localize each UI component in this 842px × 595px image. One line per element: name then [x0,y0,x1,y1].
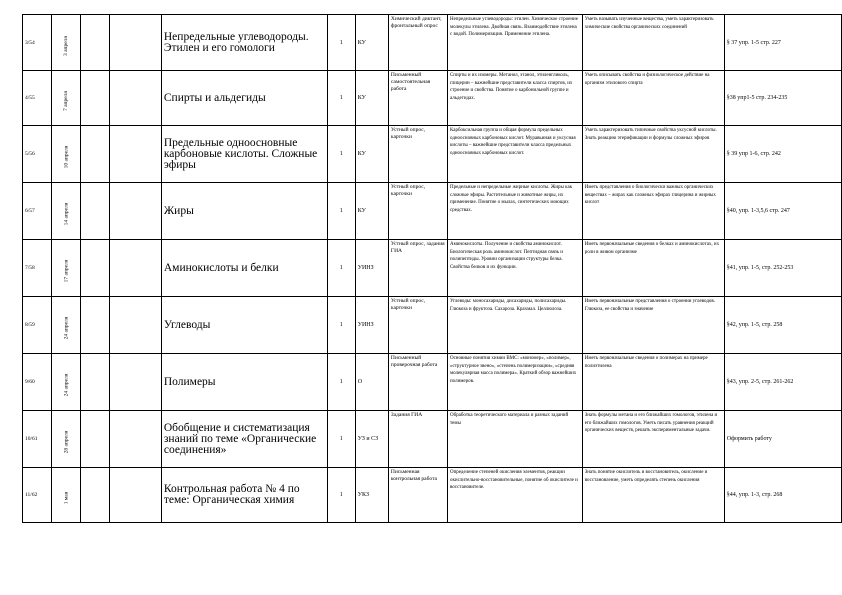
lesson-date [52,354,81,411]
lesson-topic-text: Спирты и альдегиды [163,91,266,104]
requirements [582,71,724,126]
lesson-content-text: Спирты и их изомеры. Метанол, этанол, этиленгликоль, глицерин – важнейшие представители класса спиртов, их строение и свойства. Понятие о карбонильной группе и альдегидах. [449,73,573,101]
lesson-type-text: УИНЗ [357,265,374,271]
lesson-hours [327,183,355,240]
lesson-number-text: 9/60 [25,379,35,385]
lesson-content [447,126,582,183]
requirements-text: Иметь первоначальные представления о строении углеводов. Глюкоза, ее свойства и значение [584,299,716,312]
lesson-topic [161,71,327,126]
homework-text: §38 упр1-5 стр. 234-235 [726,95,788,101]
lesson-number-text: 11/62 [25,492,38,498]
lesson-date [52,240,81,297]
control-form [388,468,447,523]
control-form-text: Письменная контрольная работа [390,469,437,482]
lesson-number [23,354,52,411]
control-form-text: Устный опрос, карточки [390,298,426,311]
homework-text: Оформить работу [726,436,772,442]
lesson-hours-text: 1 [339,95,343,101]
lesson-content-text: Непредельные углеводороды: этилен. Химическое строение молекулы этилена. Двойная связь. Взаимодействие этилена с водой. Полимеризация. Применение этилена. [449,17,578,38]
lesson-date [52,297,81,354]
lesson-hours [327,411,355,468]
control-form [388,71,447,126]
empty-cell [110,240,162,297]
control-form-text: Устный опрос, задания ГИА [390,241,445,254]
lesson-topic [161,240,327,297]
empty-cell [110,297,162,354]
lesson-date-text: 10 апреля [63,145,70,169]
requirements-text: Знать формулы метана и его ближайших гомологов, этилена и его ближайших гомологов. Уметь писать уравнения реакций органических веществ, решать экспериментальные задачи. [584,413,718,434]
homework-text: § 39 упр 1-6, стр. 242 [726,151,781,157]
requirements [582,411,724,468]
homework-text: §41, упр. 1-5, стр. 252-253 [726,265,794,271]
lesson-date-text: 14 апреля [63,202,70,226]
table-row [23,126,842,183]
requirements [582,240,724,297]
empty-cell [110,411,162,468]
control-form [388,240,447,297]
requirements-text: Уметь характеризовать типичные свойства уксусной кислоты. Знать реакцию этерификации и формулы сложных эфиров [584,128,717,141]
homework [724,15,841,71]
lesson-type-text: КУ [357,151,366,157]
empty-cell [110,71,162,126]
lesson-type-text: КУ [357,39,366,46]
lesson-hours-text: 1 [339,322,343,328]
lesson-content-text: Определение степеней окисления элементов, реакции окислительно-восстановительные, понятие об окислителе и восстановителе. [449,470,578,491]
lesson-hours [327,126,355,183]
lesson-content [447,411,582,468]
homework [724,126,841,183]
lesson-number-text: 4/55 [25,95,35,101]
lesson-topic-text: Непредельные углеводороды. Этилен и его гомологи [163,30,309,54]
lesson-number [23,240,52,297]
requirements-text: Уметь описывать свойства и физиологическое действие на организм этилового спирта [584,73,710,86]
lesson-content-text: Карбоксильная группа и общая формула предельных одноосновных карбоновых кислот. Муравьиная и уксусная кислоты – важнейшие представители класса предельных одноосновных карбоновых кислот. [449,128,576,156]
homework-text: §43, упр. 2-5, стр. 261-262 [726,379,794,385]
table-row [23,411,842,468]
control-form-text: Устный опрос, карточки [390,184,426,197]
lesson-date-text: 7 апреля [63,91,70,111]
homework-text: §44, упр. 1-3, стр. 268 [726,492,783,498]
table-row [23,354,842,411]
lesson-date [52,468,81,523]
lesson-number [23,183,52,240]
requirements-text: Иметь первоначальные сведения о белках и аминокислотах, их роли в живом организме [584,242,720,255]
lesson-content-text: Предельные и непредельные жирные кислоты. Жиры как сложные эфиры. Растительные и животные жиры, их применение. Понятие о мылах, синтетических моющих средствах. [449,185,573,213]
empty-cell [110,15,162,71]
control-form-text: Устный опрос, карточки [390,127,426,140]
requirements [582,15,724,71]
lesson-type-text: О [357,379,363,385]
lesson-topic-text: Предельные одноосновные карбоновые кислоты. Сложные эфиры [163,136,318,171]
lesson-number [23,15,52,71]
requirements [582,183,724,240]
lesson-hours [327,297,355,354]
lesson-content-text: Аминокислоты. Получение и свойства аминокислот. Биологическая роль аминокислот. Пептидная связь и полипептиды. Уровни организации структуры белка. Свойства белков и их функции. [449,242,563,270]
empty-cell [81,240,110,297]
lesson-date-text: 24 апреля [63,316,70,340]
lesson-topic [161,354,327,411]
lesson-topic-text: Аминокислоты и белки [163,261,279,274]
lesson-number [23,71,52,126]
lesson-type-text: УЗ и СЗ [357,436,379,442]
homework [724,183,841,240]
lesson-number-text: 6/57 [25,208,35,214]
empty-cell [81,183,110,240]
lesson-type [355,15,388,71]
lesson-type [355,240,388,297]
lesson-plan-body [23,15,842,523]
empty-cell [110,183,162,240]
lesson-number [23,297,52,354]
lesson-content [447,297,582,354]
requirements-text: Иметь первоначальные сведения о полимерах на примере полиэтилена [584,356,708,369]
lesson-type [355,126,388,183]
lesson-number [23,126,52,183]
lesson-content [447,15,582,71]
lesson-hours-text: 1 [339,39,343,46]
lesson-number [23,411,52,468]
homework [724,411,841,468]
control-form [388,15,447,71]
lesson-content [447,468,582,523]
control-form-text: Химический диктант, фронтальный опрос [390,16,442,29]
empty-cell [81,468,110,523]
lesson-type [355,71,388,126]
control-form-text: Письменный самостоятельная работа [390,72,431,92]
lesson-type [355,297,388,354]
lesson-topic-text: Жиры [163,204,194,217]
lesson-date [52,183,81,240]
lesson-content-text: Углеводы: моносахариды, дисахариды, полисахариды. Глюкоза и фруктоза. Сахароза. Крахмал. Целлюлоза. [449,299,567,312]
homework-text: §42, упр. 1-5, стр. 258 [726,322,783,328]
requirements-text: Уметь называть изученные вещества, уметь характеризовать химические свойства органических соединений [584,17,714,30]
lesson-hours-text: 1 [339,265,343,271]
lesson-type [355,411,388,468]
lesson-topic [161,468,327,523]
lesson-hours-text: 1 [339,492,343,498]
requirements [582,468,724,523]
requirements [582,297,724,354]
lesson-date-text: 28 апреля [63,430,70,454]
lesson-content [447,71,582,126]
homework [724,71,841,126]
homework [724,354,841,411]
lesson-type-text: УИНЗ [357,322,374,328]
requirements-text: Знать понятие окислитель и восстановитель, окисление и восстановление, уметь определять степень окисления [584,470,708,483]
lesson-number [23,468,52,523]
lesson-hours [327,240,355,297]
lesson-content [447,240,582,297]
lesson-content [447,183,582,240]
lesson-topic-text: Контрольная работа № 4 по теме: Органическая химия [163,483,300,506]
control-form [388,354,447,411]
empty-cell [110,468,162,523]
table-row [23,71,842,126]
lesson-hours-text: 1 [339,151,343,157]
empty-cell [81,15,110,71]
homework-text: § 37 упр. 1-5 стр. 227 [726,39,781,46]
empty-cell [81,411,110,468]
lesson-number-text: 8/59 [25,322,35,328]
table-row [23,183,842,240]
lesson-hours [327,468,355,523]
lesson-number-text: 3/54 [25,39,35,46]
lesson-type-text: УКЗ [357,492,369,498]
lesson-date-text: 3 апреля [63,35,70,56]
homework [724,297,841,354]
empty-cell [110,354,162,411]
empty-cell [110,126,162,183]
control-form-text: Письменный проверочная работа [390,355,438,368]
lesson-type [355,354,388,411]
lesson-date [52,411,81,468]
lesson-hours-text: 1 [339,436,343,442]
lesson-hours-text: 1 [339,208,343,214]
homework-text: §40, упр. 1-3,5,6 стр. 247 [726,208,790,214]
lesson-content-text: Основные понятия химии ВМС: «мономер», «полимер», «структурное звено», «степень полимеризации», «средняя молекулярная масса полимера». Краткий обзор важнейших полимеров. [449,356,577,384]
requirements-text: Иметь представления о биологически важных органических веществах – жирах как сложных эфирах глицерина и жирных кислот [584,185,716,206]
table-row [23,15,842,71]
lesson-type [355,468,388,523]
control-form-text: Задания ГИА [390,412,423,418]
lesson-topic-text: Обобщение и систематизация знаний по теме «Органические соединения» [163,421,317,456]
lesson-type-text: КУ [357,95,366,101]
lesson-date [52,71,81,126]
requirements [582,354,724,411]
lesson-content-text: Обработка теоретического материала и разных заданий темы [449,413,569,426]
lesson-date [52,126,81,183]
lesson-date-text: 1 мая [63,491,70,505]
lesson-plan-table [22,14,842,523]
lesson-topic [161,126,327,183]
lesson-number-text: 10/61 [25,436,38,442]
lesson-hours [327,354,355,411]
control-form [388,297,447,354]
lesson-date-text: 24 апреля [63,373,70,397]
control-form [388,183,447,240]
lesson-date [52,15,81,71]
control-form [388,126,447,183]
lesson-hours [327,71,355,126]
lesson-topic-text: Полимеры [163,375,216,388]
lesson-topic-text: Углеводы [163,318,211,331]
empty-cell [81,354,110,411]
table-row [23,297,842,354]
homework [724,468,841,523]
empty-cell [81,71,110,126]
control-form [388,411,447,468]
requirements [582,126,724,183]
lesson-hours-text: 1 [339,379,343,385]
lesson-topic [161,183,327,240]
empty-cell [81,126,110,183]
lesson-hours [327,15,355,71]
lesson-number-text: 5/56 [25,151,35,157]
table-row [23,468,842,523]
lesson-number-text: 7/58 [25,265,35,271]
lesson-topic [161,297,327,354]
table-row [23,240,842,297]
lesson-date-text: 17 апреля [63,259,70,283]
lesson-topic [161,411,327,468]
lesson-content [447,354,582,411]
lesson-topic [161,15,327,71]
empty-cell [81,297,110,354]
lesson-type-text: КУ [357,208,366,214]
homework [724,240,841,297]
lesson-type [355,183,388,240]
